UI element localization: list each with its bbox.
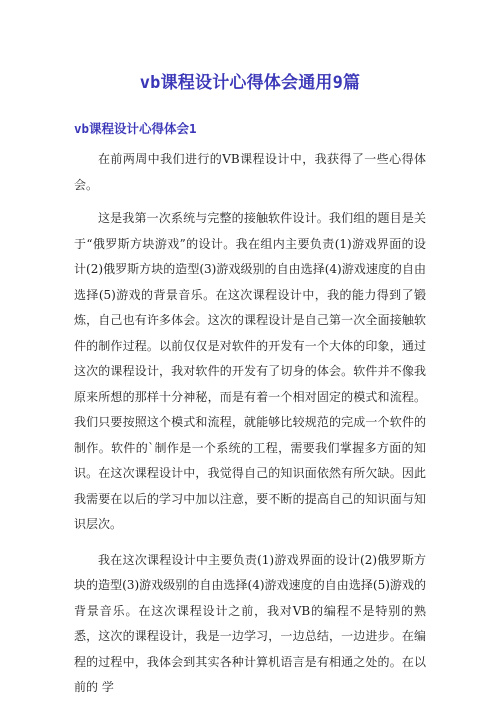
document-title: vb课程设计心得体会通用9篇	[139, 73, 361, 93]
paragraph-intro: 在前两周中我们进行的VB课程设计中，我获得了一些心得体会。	[74, 152, 426, 192]
paragraph-body-2: 我在这次课程设计中主要负责(1)游戏界面的设计(2)俄罗斯方块的造型(3)游戏级别的自由选择(4)游戏速度的自由选择(5)游戏的背景音乐。在这次课程设计之前，我对VB的编程不是特别的熟悉，这次的课程设计，我是一边学习，一边总结，一边进步。在编程的过程中，我体会到其实各种计算机语言是有相通之处的。在以前的 学	[74, 552, 426, 694]
section-heading: vb课程设计心得体会1	[74, 121, 197, 136]
paragraph-body-1: 这是我第一次系统与完整的接触软件设计。我们组的题目是关于“俄罗斯方块游戏”的设计。我在组内主要负责(1)游戏界面的设计(2)俄罗斯方块的造型(3)游戏级别的自由选择(4)游戏速度的自由选择(5)游戏的背景音乐。在这次课程设计中，我的能力得到了锻炼，自己也有许多体会。这次的课程设计是自己第一次全面接触软件的制作过程。以前仅仅是对软件的开发有一个大体的印象，通过这次的课程设计，我对软件的开发有了切身的体会。软件并不像我原来所想的那样十分神秘，而是有着一个相对固定的模式和流程。我们只要按照这个模式和流程，就能够比较规范的完成一个软件的制作。软件的`制作是一个系统的工程，需要我们掌握多方面的知识。在这次课程设计中，我觉得自己的知识面依然有所欠缺。因此我需要在以后的学习中加以注意，要不断的提高自己的知识面与知识层次。	[74, 211, 426, 531]
